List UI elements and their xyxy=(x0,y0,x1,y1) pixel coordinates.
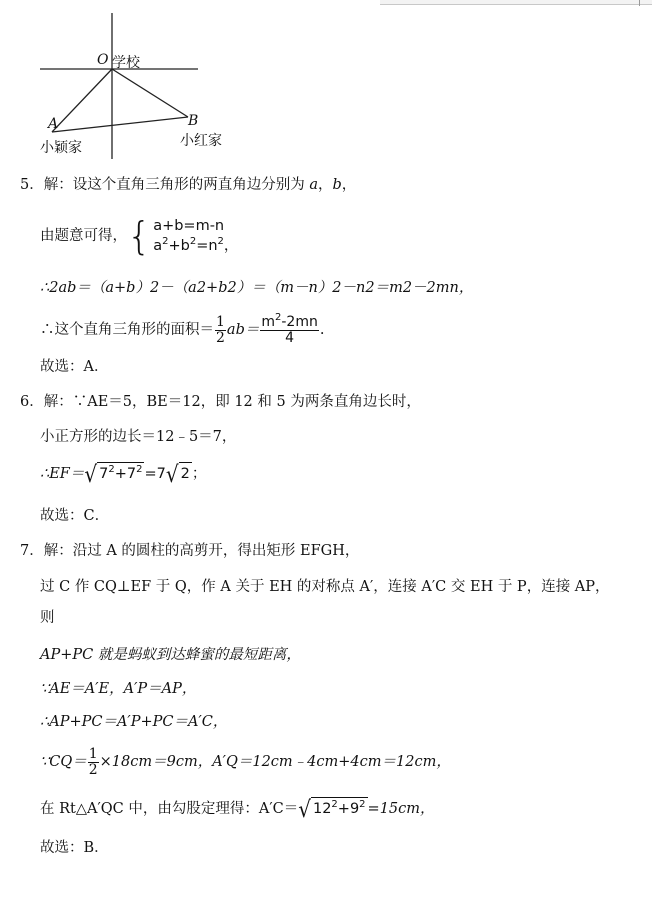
r-12: 12 xyxy=(312,801,332,817)
eq2-tail: ， xyxy=(223,238,239,254)
q6-answer: 故选：C． xyxy=(40,508,110,524)
q6-line2: 小正方形的边长＝12﹣5＝7， xyxy=(40,429,237,445)
sqrt-49-49 xyxy=(84,462,144,486)
q6-line3 xyxy=(40,458,206,490)
segment-ab xyxy=(52,117,188,132)
q7-frac-den: 2 xyxy=(88,761,98,778)
school-label: 学校 xyxy=(112,55,140,71)
eq2-exp-a: 2 xyxy=(162,236,169,247)
q5-var-b: b xyxy=(332,177,342,193)
q6-line3-end: ； xyxy=(191,466,207,482)
sqrt-2 xyxy=(166,462,192,486)
top-edge-tick xyxy=(639,0,640,6)
q7-line4: AP+PC 就是蚂蚁到达蜂蜜的最短距离， xyxy=(40,647,301,663)
q6-line1-text: 解：∵AE＝5，BE＝12，即 12 和 5 为两条直角边长时， xyxy=(43,394,421,410)
point-b-label: B xyxy=(188,113,199,129)
q5-line1 xyxy=(20,175,356,195)
frac-half-num: 1 xyxy=(216,313,225,330)
q5-line1-end: ， xyxy=(341,177,357,193)
segment-ob xyxy=(112,69,188,117)
frac-area-m: m xyxy=(261,313,275,330)
radicand-q7 xyxy=(311,797,368,821)
frac-area-num xyxy=(260,311,319,331)
eq2-exp-b: 2 xyxy=(189,236,197,247)
top-edge-bar xyxy=(380,0,652,5)
q5-line2-lead: 由题意可得， xyxy=(40,228,127,244)
equation-system xyxy=(153,216,238,256)
radical-sign: √ xyxy=(298,795,311,823)
frac-area-rest: -2mn xyxy=(281,313,318,330)
q7-line1 xyxy=(20,541,359,561)
q6-number: 6． xyxy=(20,394,44,410)
r-9: +9 xyxy=(337,801,360,817)
frac-area-exp: 2 xyxy=(275,311,282,323)
q5-answer: 故选：A． xyxy=(40,359,109,375)
r-exp-b: 2 xyxy=(136,464,143,475)
q7-line8-lead: 在 Rt△A′QC 中，由勾股定理得：A′C＝ xyxy=(40,801,299,817)
q7-answer: 故选：B． xyxy=(40,840,109,856)
q6-ef-lead: ∴EF＝ xyxy=(40,466,85,482)
fraction-one-half-q7 xyxy=(88,747,99,778)
r-exp-9: 2 xyxy=(359,799,366,810)
fraction-one-half xyxy=(215,315,226,346)
eq2-exp-n: 2 xyxy=(217,236,224,247)
q5-ab: ab＝ xyxy=(226,322,260,338)
r-exp-a: 2 xyxy=(108,464,115,475)
equation-row-2 xyxy=(153,236,238,256)
q6-line1 xyxy=(20,392,421,412)
q7-line3: 则 xyxy=(40,610,55,626)
q5-number: 5． xyxy=(20,177,44,193)
q7-line7 xyxy=(40,744,451,780)
left-brace: { xyxy=(127,214,152,258)
sqrt-144-81 xyxy=(298,797,367,821)
q7-number: 7． xyxy=(20,543,44,559)
radical-sign: √ xyxy=(165,460,179,488)
q7-line1-text: 解：沿过 A 的圆柱的高剪开，得出矩形 EFGH， xyxy=(43,543,360,559)
q5-line2 xyxy=(40,212,238,260)
q5-line4-end: . xyxy=(319,322,325,338)
point-a-label: A xyxy=(48,116,59,132)
r-7b: +7 xyxy=(114,466,137,482)
frac-area-den: 4 xyxy=(285,329,295,346)
q5-line4 xyxy=(40,312,324,348)
q5-line3: ∴2ab＝（a+b）2－（a2+b2）＝（m－n）2－n2＝m2－2mn， xyxy=(40,280,474,296)
eq2-a: a xyxy=(153,238,163,254)
q7-cq-lead: ∵CQ＝ xyxy=(40,754,87,770)
eq2-b: +b xyxy=(168,238,190,254)
q7-line8 xyxy=(40,792,435,826)
frac-half-den: 2 xyxy=(216,329,225,346)
xiaoying-home-label: 小颖家 xyxy=(40,140,82,156)
eq2-n: =n xyxy=(196,238,218,254)
q7-frac-num: 1 xyxy=(88,745,98,762)
segment-oa xyxy=(52,69,112,132)
r-exp-12: 2 xyxy=(331,799,338,810)
q5-comma: ， xyxy=(318,177,333,193)
q7-line8-end: =15cm， xyxy=(367,801,435,817)
q5-area-lead: ∴这个直角三角形的面积＝ xyxy=(40,322,214,338)
q7-line2: 过 C 作 CQ⊥EF 于 Q，作 A 关于 EH 的对称点 A′，连接 A′C 交 EH 于 P，连接 AP， xyxy=(40,579,610,595)
q5-var-a: a xyxy=(309,177,318,193)
equation-row-1: a+b=m-n xyxy=(153,218,225,234)
q6-mid: =7 xyxy=(144,466,166,482)
r-7a: 7 xyxy=(99,466,109,482)
radical-sign: √ xyxy=(84,460,98,488)
radicand xyxy=(97,462,144,486)
radicand-2: 2 xyxy=(179,462,192,486)
point-o-label: O xyxy=(97,52,109,68)
q7-line7-rest: ×18cm＝9cm，A′Q＝12cm﹣4cm+4cm＝12cm， xyxy=(99,754,451,770)
fraction-area xyxy=(260,311,319,346)
q7-line5: ∵AE＝A′E，A′P＝AP， xyxy=(40,681,197,697)
q7-line6: ∴AP+PC＝A′P+PC＝A′C， xyxy=(40,714,228,730)
q5-solution-lead: 解：设这个直角三角形的两直角边分别为 xyxy=(43,177,305,193)
geometry-figure xyxy=(38,10,230,160)
xiaohong-home-label: 小红家 xyxy=(180,133,222,149)
